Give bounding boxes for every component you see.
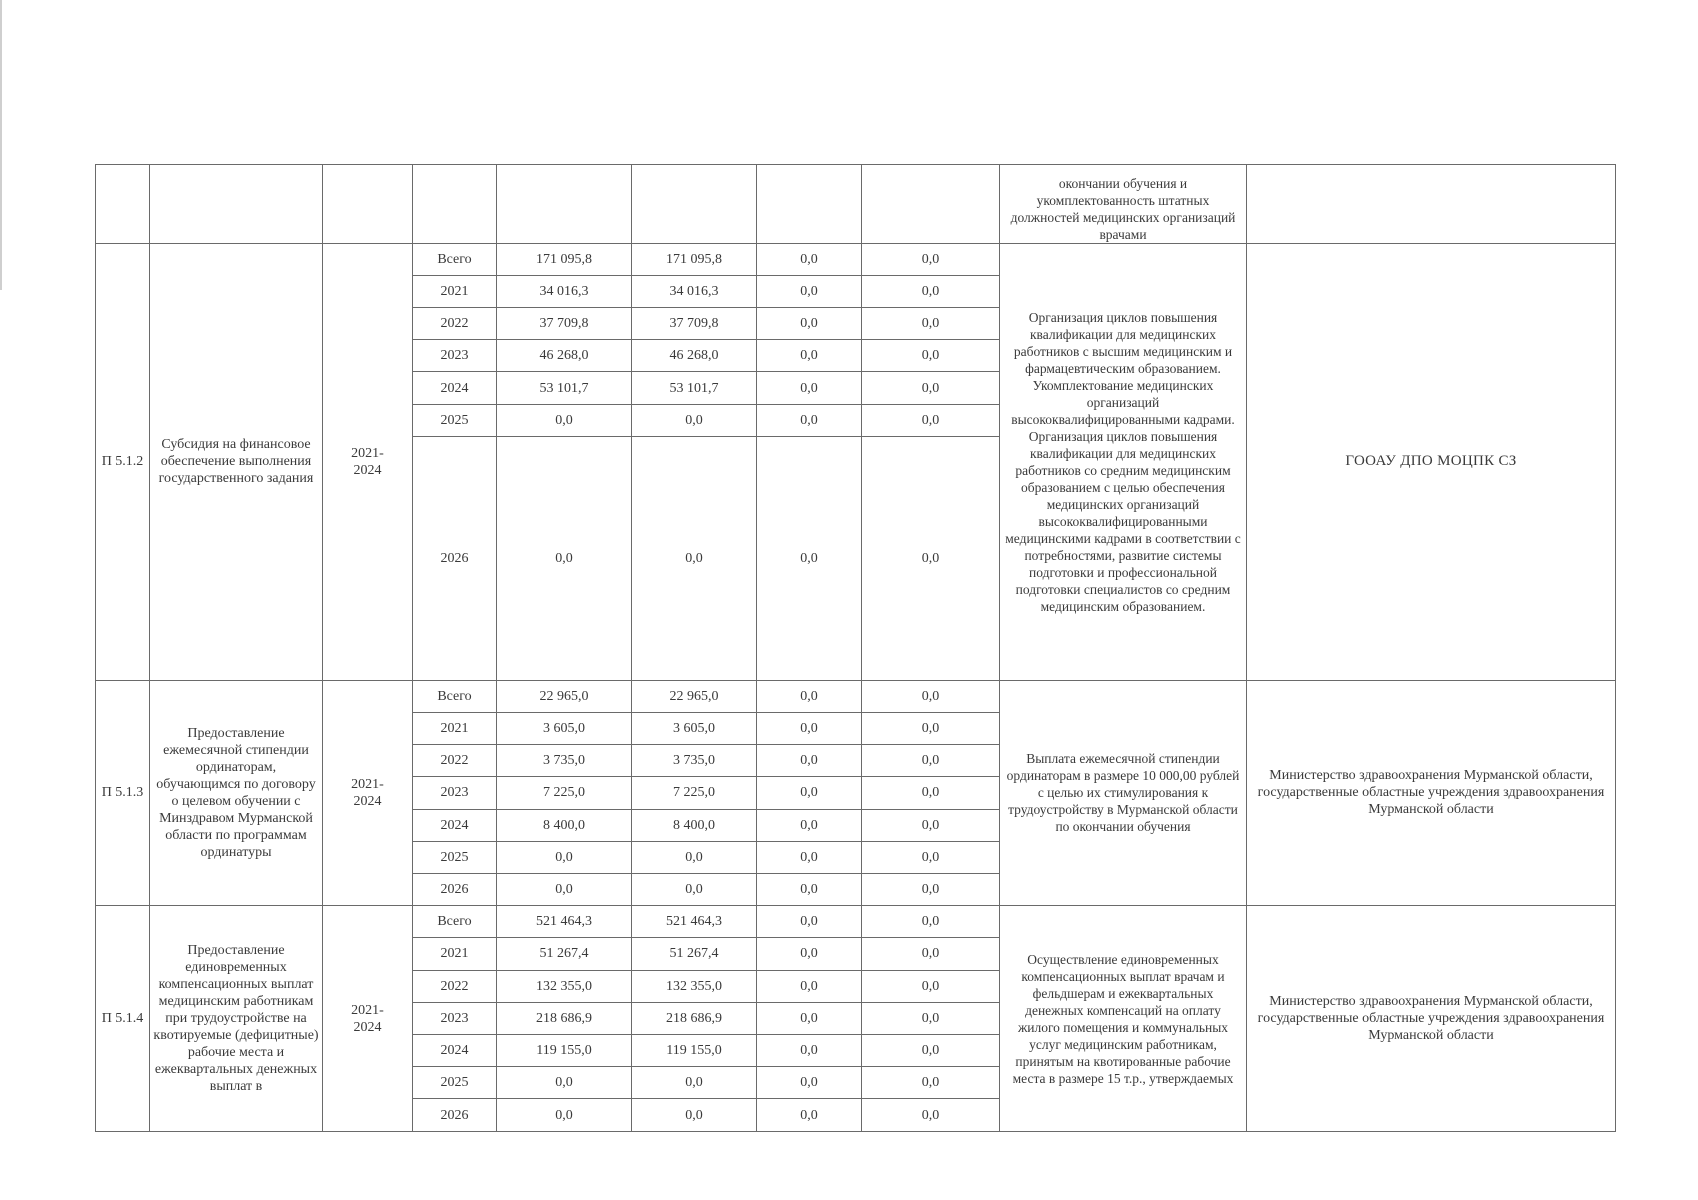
amount-other-cell: 0,0 bbox=[862, 1035, 1000, 1067]
year-cell: Всего bbox=[413, 243, 497, 275]
year-cell: 2025 bbox=[413, 404, 497, 436]
amount-regional-cell: 132 355,0 bbox=[632, 970, 757, 1002]
amount-regional-cell: 53 101,7 bbox=[632, 372, 757, 404]
carryover-row bbox=[96, 165, 1616, 244]
activity-code: П 5.1.2 bbox=[96, 243, 150, 680]
amount-other-cell: 0,0 bbox=[862, 1002, 1000, 1034]
amount-other-cell: 0,0 bbox=[862, 340, 1000, 372]
amount-total-cell: 132 355,0 bbox=[497, 970, 632, 1002]
amount-regional-cell: 22 965,0 bbox=[632, 680, 757, 712]
year-cell: 2022 bbox=[413, 745, 497, 777]
year-cell: 2026 bbox=[413, 873, 497, 905]
year-cell: 2022 bbox=[413, 308, 497, 340]
program-activities-table bbox=[95, 164, 1616, 1132]
amount-federal-cell: 0,0 bbox=[757, 436, 862, 680]
expected-result-text: Выплата ежемесячной стипендии ординаторам в размере 10 000,00 рублей с целью их стимулирования к трудоустройству в Мурманской области по окончании обучения bbox=[1000, 680, 1247, 906]
amount-total-cell: 0,0 bbox=[497, 1099, 632, 1132]
amount-regional-cell: 218 686,9 bbox=[632, 1002, 757, 1034]
amount-other-cell: 0,0 bbox=[862, 372, 1000, 404]
amount-total-cell: 53 101,7 bbox=[497, 372, 632, 404]
amount-other-cell: 0,0 bbox=[862, 745, 1000, 777]
expected-result-text: Осуществление единовременных компенсационных выплат врачам и фельдшерам и ежеквартальных денежных компенсаций на оплату жилого помещения и коммунальных услуг медицинским работникам, принятым на квотированные рабочие места в размере 15 т.р., утверждаемых bbox=[1000, 906, 1247, 1132]
table-row bbox=[96, 680, 1616, 712]
amount-federal-cell: 0,0 bbox=[757, 712, 862, 744]
amount-federal-cell: 0,0 bbox=[757, 680, 862, 712]
year-cell: 2024 bbox=[413, 372, 497, 404]
amount-regional-cell: 3 605,0 bbox=[632, 712, 757, 744]
amount-total-cell: 521 464,3 bbox=[497, 906, 632, 938]
table-row bbox=[96, 243, 1616, 275]
amount-federal-cell: 0,0 bbox=[757, 777, 862, 809]
amount-other-cell: 0,0 bbox=[862, 680, 1000, 712]
amount-total-cell: 22 965,0 bbox=[497, 680, 632, 712]
amount-federal-cell: 0,0 bbox=[757, 275, 862, 307]
carryover-period-cell bbox=[323, 165, 413, 244]
amount-federal-cell: 0,0 bbox=[757, 809, 862, 841]
amount-regional-cell: 34 016,3 bbox=[632, 275, 757, 307]
amount-regional-cell: 171 095,8 bbox=[632, 243, 757, 275]
amount-total-cell: 0,0 bbox=[497, 841, 632, 873]
amount-regional-cell: 521 464,3 bbox=[632, 906, 757, 938]
activity-period: 2021- 2024 bbox=[323, 243, 413, 680]
amount-federal-cell: 0,0 bbox=[757, 404, 862, 436]
amount-federal-cell: 0,0 bbox=[757, 243, 862, 275]
year-cell: 2024 bbox=[413, 809, 497, 841]
amount-total-cell: 171 095,8 bbox=[497, 243, 632, 275]
activity-name: Предоставление ежемесячной стипендии ординаторам, обучающимся по договору о целевом обучении с Минздравом Мурманской области по программам ординатуры bbox=[150, 680, 323, 906]
carryover-regional-cell bbox=[632, 165, 757, 244]
amount-regional-cell: 3 735,0 bbox=[632, 745, 757, 777]
amount-regional-cell: 0,0 bbox=[632, 841, 757, 873]
year-cell: 2025 bbox=[413, 1067, 497, 1099]
amount-other-cell: 0,0 bbox=[862, 243, 1000, 275]
year-cell: 2021 bbox=[413, 938, 497, 970]
amount-total-cell: 0,0 bbox=[497, 436, 632, 680]
amount-total-cell: 0,0 bbox=[497, 404, 632, 436]
year-cell: 2023 bbox=[413, 1002, 497, 1034]
carryover-year-cell bbox=[413, 165, 497, 244]
amount-other-cell: 0,0 bbox=[862, 809, 1000, 841]
year-cell: 2026 bbox=[413, 1099, 497, 1132]
amount-other-cell: 0,0 bbox=[862, 970, 1000, 1002]
amount-total-cell: 34 016,3 bbox=[497, 275, 632, 307]
activity-code: П 5.1.3 bbox=[96, 680, 150, 906]
activity-period: 2021- 2024 bbox=[323, 906, 413, 1132]
amount-other-cell: 0,0 bbox=[862, 308, 1000, 340]
amount-federal-cell: 0,0 bbox=[757, 372, 862, 404]
amount-federal-cell: 0,0 bbox=[757, 938, 862, 970]
amount-federal-cell: 0,0 bbox=[757, 1002, 862, 1034]
amount-total-cell: 119 155,0 bbox=[497, 1035, 632, 1067]
amount-federal-cell: 0,0 bbox=[757, 970, 862, 1002]
activity-period: 2021- 2024 bbox=[323, 680, 413, 906]
carryover-name-cell bbox=[150, 165, 323, 244]
amount-federal-cell: 0,0 bbox=[757, 873, 862, 905]
amount-other-cell: 0,0 bbox=[862, 712, 1000, 744]
executor-text: Министерство здравоохранения Мурманской области, государственные областные учреждения здравоохранения Мурманской области bbox=[1247, 906, 1616, 1132]
amount-regional-cell: 0,0 bbox=[632, 436, 757, 680]
amount-regional-cell: 0,0 bbox=[632, 873, 757, 905]
amount-total-cell: 46 268,0 bbox=[497, 340, 632, 372]
amount-regional-cell: 119 155,0 bbox=[632, 1035, 757, 1067]
amount-other-cell: 0,0 bbox=[862, 777, 1000, 809]
amount-other-cell: 0,0 bbox=[862, 906, 1000, 938]
page-edge-rule bbox=[0, 0, 2, 290]
carryover-executor-cell bbox=[1247, 165, 1616, 244]
amount-other-cell: 0,0 bbox=[862, 938, 1000, 970]
year-cell: 2021 bbox=[413, 712, 497, 744]
year-cell: 2023 bbox=[413, 777, 497, 809]
amount-federal-cell: 0,0 bbox=[757, 841, 862, 873]
year-cell: 2021 bbox=[413, 275, 497, 307]
amount-federal-cell: 0,0 bbox=[757, 1099, 862, 1132]
amount-other-cell: 0,0 bbox=[862, 1067, 1000, 1099]
amount-other-cell: 0,0 bbox=[862, 873, 1000, 905]
amount-federal-cell: 0,0 bbox=[757, 1035, 862, 1067]
year-cell: Всего bbox=[413, 906, 497, 938]
amount-federal-cell: 0,0 bbox=[757, 308, 862, 340]
amount-total-cell: 7 225,0 bbox=[497, 777, 632, 809]
amount-total-cell: 37 709,8 bbox=[497, 308, 632, 340]
carryover-total-cell bbox=[497, 165, 632, 244]
expected-result-text: Организация циклов повышения квалификации для медицинских работников с высшим медицинским и фармацевтическим образованием. Укомплектование медицинских организаций высококвалифицированными кадрами. Организация циклов повышения квалификации для медицинских работников со средним медицинским образованием с целью обеспечения медицинских организаций высококвалифицированными медицинскими кадрами в соответствии с потребностями, развитие системы подготовки и профессиональной подготовки специалистов со средним медицинским образованием. bbox=[1000, 243, 1247, 680]
year-cell: 2025 bbox=[413, 841, 497, 873]
amount-other-cell: 0,0 bbox=[862, 841, 1000, 873]
amount-regional-cell: 0,0 bbox=[632, 404, 757, 436]
amount-total-cell: 8 400,0 bbox=[497, 809, 632, 841]
amount-total-cell: 0,0 bbox=[497, 873, 632, 905]
amount-federal-cell: 0,0 bbox=[757, 340, 862, 372]
carryover-result-text: окончании обучения и укомплектованность штатных должностей медицинских организаций врачами bbox=[1000, 165, 1247, 244]
amount-total-cell: 3 605,0 bbox=[497, 712, 632, 744]
amount-total-cell: 218 686,9 bbox=[497, 1002, 632, 1034]
carryover-other-cell bbox=[862, 165, 1000, 244]
amount-regional-cell: 7 225,0 bbox=[632, 777, 757, 809]
executor-text: ГООАУ ДПО МОЦПК СЗ bbox=[1247, 243, 1616, 680]
activity-name: Субсидия на финансовое обеспечение выполнения государственного задания bbox=[150, 243, 323, 680]
amount-federal-cell: 0,0 bbox=[757, 1067, 862, 1099]
amount-other-cell: 0,0 bbox=[862, 275, 1000, 307]
carryover-code-cell bbox=[96, 165, 150, 244]
amount-regional-cell: 0,0 bbox=[632, 1067, 757, 1099]
program-table-sheet bbox=[95, 164, 1615, 1132]
year-cell: 2022 bbox=[413, 970, 497, 1002]
carryover-federal-cell bbox=[757, 165, 862, 244]
year-cell: 2024 bbox=[413, 1035, 497, 1067]
amount-federal-cell: 0,0 bbox=[757, 745, 862, 777]
amount-total-cell: 0,0 bbox=[497, 1067, 632, 1099]
amount-total-cell: 51 267,4 bbox=[497, 938, 632, 970]
amount-other-cell: 0,0 bbox=[862, 1099, 1000, 1132]
year-cell: 2023 bbox=[413, 340, 497, 372]
amount-regional-cell: 51 267,4 bbox=[632, 938, 757, 970]
amount-other-cell: 0,0 bbox=[862, 436, 1000, 680]
amount-regional-cell: 8 400,0 bbox=[632, 809, 757, 841]
year-cell: 2026 bbox=[413, 436, 497, 680]
table-row bbox=[96, 906, 1616, 938]
amount-regional-cell: 37 709,8 bbox=[632, 308, 757, 340]
activity-name: Предоставление единовременных компенсационных выплат медицинским работникам при трудоустройстве на квотируемые (дефицитные) рабочие места и ежеквартальных денежных выплат в bbox=[150, 906, 323, 1132]
amount-regional-cell: 46 268,0 bbox=[632, 340, 757, 372]
year-cell: Всего bbox=[413, 680, 497, 712]
amount-regional-cell: 0,0 bbox=[632, 1099, 757, 1132]
amount-other-cell: 0,0 bbox=[862, 404, 1000, 436]
amount-federal-cell: 0,0 bbox=[757, 906, 862, 938]
executor-text: Министерство здравоохранения Мурманской области, государственные областные учреждения здравоохранения Мурманской области bbox=[1247, 680, 1616, 906]
amount-total-cell: 3 735,0 bbox=[497, 745, 632, 777]
activity-code: П 5.1.4 bbox=[96, 906, 150, 1132]
